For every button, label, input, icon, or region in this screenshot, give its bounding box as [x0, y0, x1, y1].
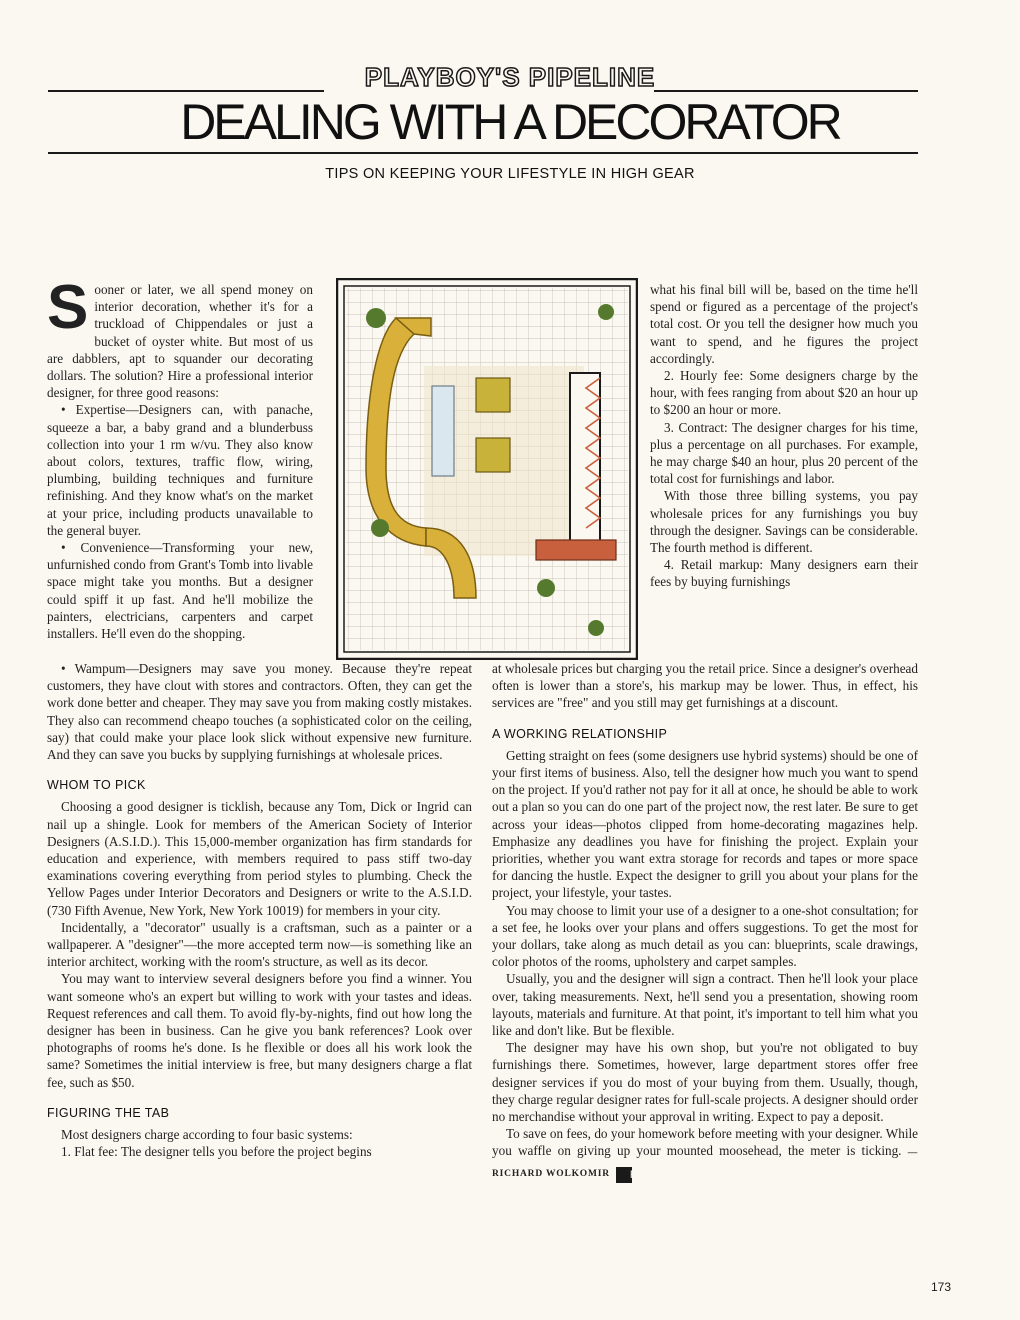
article-left-column [47, 273, 313, 642]
convenience-paragraph: • Convenience—Transforming your new, unfurnished condo from Grant's Tomb into livable space might take you months. But a designer could spiff it up fast. And he'll mobilize the painters, electricians, carpenters and carpet installers. He'll even do the shopping. [47, 540, 313, 642]
drop-cap: S [47, 273, 89, 342]
section-heading-relationship: A WORKING RELATIONSHIP [492, 726, 668, 741]
subhead: TIPS ON KEEPING YOUR LIFESTYLE IN HIGH GEAR [325, 166, 695, 182]
closing-paragraph [492, 1125, 918, 1183]
hourly-fee-paragraph: 2. Hourly fee: Some designers charge by the hour, with fees ranging from about $20 an hour up to $200 an hour or more. [650, 368, 918, 418]
relationship-paragraph-2: You may choose to limit your use of a designer to a one-shot consultation; for a set fee, he looks over your plans and offers suggestions. To get the most for your dollars, take along as much detail as you can: blueprints, scale drawings, color photos of the rooms, upholstery and carpet samples. [492, 902, 918, 970]
author-signature: —RICHARD WOLKOMIR [492, 1148, 918, 1179]
headline: DEALING WITH A DECORATOR [180, 94, 840, 150]
flat-fee-continued: what his final bill will be, based on the time he'll spend or figured as a percentage of the project's total cost. Or you tell the designer how much you want to spend, and he figures the project accordingly. [650, 282, 918, 366]
pick-paragraph-3: You may want to interview several designers before you find a winner. You want someone who's an expert but willing to work with your tastes and ideas. Request references and call them. To avoid fly-by-nights, find out how long the designer has been in business. Can he give you bank references? Look over photographs of rooms he's done. Is he flexible or does all his work look the same? Sometimes the initial interview is free, but many designers charge a flat fee, such as $50. [47, 971, 472, 1090]
contract-paragraph: 3. Contract: The designer charges for his time, plus a percentage on all purchases. For example, he may charge $40 an hour, plus 20 percent of the total cost for furnishings and labor. [650, 419, 918, 487]
section-heading-pick: WHOM TO PICK [47, 778, 146, 793]
intro-paragraph: ooner or later, we all spend money on interior decoration, whether it's for a truckload of Chippendales or just a bucket of oyster white. But most of us are dabblers, apt to squander our decorating dollars. The solution? Hire a professional interior designer, for three good reasons: [47, 282, 313, 401]
playboy-end-mark-icon: P [616, 1167, 632, 1183]
retail-markup-paragraph: 4. Retail markup: Many designers earn their fees by buying furnishings [650, 557, 918, 590]
pick-paragraph-2: Incidentally, a "decorator" usually is a craftsman, such as a painter or a wallpaperer. A "designer"—the more accepted term now—is something like an interior architect, working with the room's structure, as well as its decor. [47, 919, 472, 970]
retail-markup-continued: at wholesale prices but charging you the retail price. Since a designer's overhead often is lower than a store's, his markup may be lower. Thus, in effect, his services are "free" and you still may get furnishings at a discount. [492, 661, 918, 711]
expertise-paragraph: • Expertise—Designers can, with panache, squeeze a bar, a baby grand and a blunderbuss collection into your 1 rm w/vu. They also know about colors, textures, traffic flow, wiring, plumbing, building techniques and furniture refinishing. And they know what's on the market at your price, including products unavailable to the general buyer. [47, 402, 313, 538]
relationship-paragraph-1: Getting straight on fees (some designers use hybrid systems) should be one of your first items of business. Also, tell the designer how much you want to spend on the project. If you'd rather not pay for it all at once, he should be able to work out a plan so you can do one part of the project now, the rest later. Be sure to get across your ideas—photos clipped from home-decorating magazines help. Emphasize any deadlines you have for finishing the project. Explain your priorities, whether you want extra storage for records and tapes or more space for dancing the hustle. Expect the designer to grill you about your plans for the project, your lifestyle, your tastes. [492, 747, 918, 901]
billing-paragraph: With those three billing systems, you pay wholesale prices for any furnishings you buy through the designer. Savings can be considerable. The fourth method is different. [650, 488, 918, 556]
article-right-column [492, 660, 918, 1183]
floor-plan-illustration [336, 278, 638, 660]
wampum-paragraph: • Wampum—Designers may save you money. Because they're repeat customers, they have clout with stores and contractors. Often, they can get the work done better and cheaper. They may save you from making costly mistakes. They also can recommend cheapo touches (a sophisticated color on the ceiling, say) that could make your place look slick without expensive new furniture. And they can save you bucks by supplying furnishings at wholesale prices. [47, 661, 472, 763]
closing-text: To save on fees, do your homework before meeting with your designer. While you waffle on giving up your mounted moosehead, the meter is ticking. [492, 1126, 918, 1159]
relationship-paragraph-3: Usually, you and the designer will sign a contract. Then he'll look your place over, taking measurements. Next, he'll send you a presentation, showing room layouts, materials and furniture. At that point, it's important to tell him what you like and don't like. But be flexible. [492, 971, 918, 1039]
section-kicker: PLAYBOY'S PIPELINE [364, 62, 656, 92]
headline-rule [48, 152, 918, 154]
tab-paragraph-2: 1. Flat fee: The designer tells you before the project begins [61, 1144, 372, 1160]
pick-paragraph-1: Choosing a good designer is ticklish, because any Tom, Dick or Ingrid can nail up a shingle. Look for members of the American Society of Interior Designers (A.S.I.D.). This 15,000-member organization has firm standards for education and experience, with members required to pass stiff two-day examinations covering everything from period styles to plumbing. Check the Yellow Pages under Interior Decorators and Designers or write to the A.S.I.D. (730 Fifth Avenue, New York, New York 10019) for members in your city. [47, 799, 472, 918]
relationship-paragraph-4: The designer may have his own shop, but you're not obligated to buy furnishings there. Sometimes, however, large department stores offer free designer services if you do most of your buying from them. Usually, though, they charge regular designer rates for full-scale projects. A designer should order no merchandise without your approval in writing. Expect to pay a deposit. [492, 1040, 918, 1125]
tab-paragraph-1: Most designers charge according to four basic systems: [61, 1127, 353, 1143]
article-left-wide [47, 660, 472, 1160]
article-right-column-top [650, 281, 918, 591]
page-number: 173 [931, 1280, 952, 1294]
section-heading-tab: FIGURING THE TAB [47, 1105, 170, 1120]
